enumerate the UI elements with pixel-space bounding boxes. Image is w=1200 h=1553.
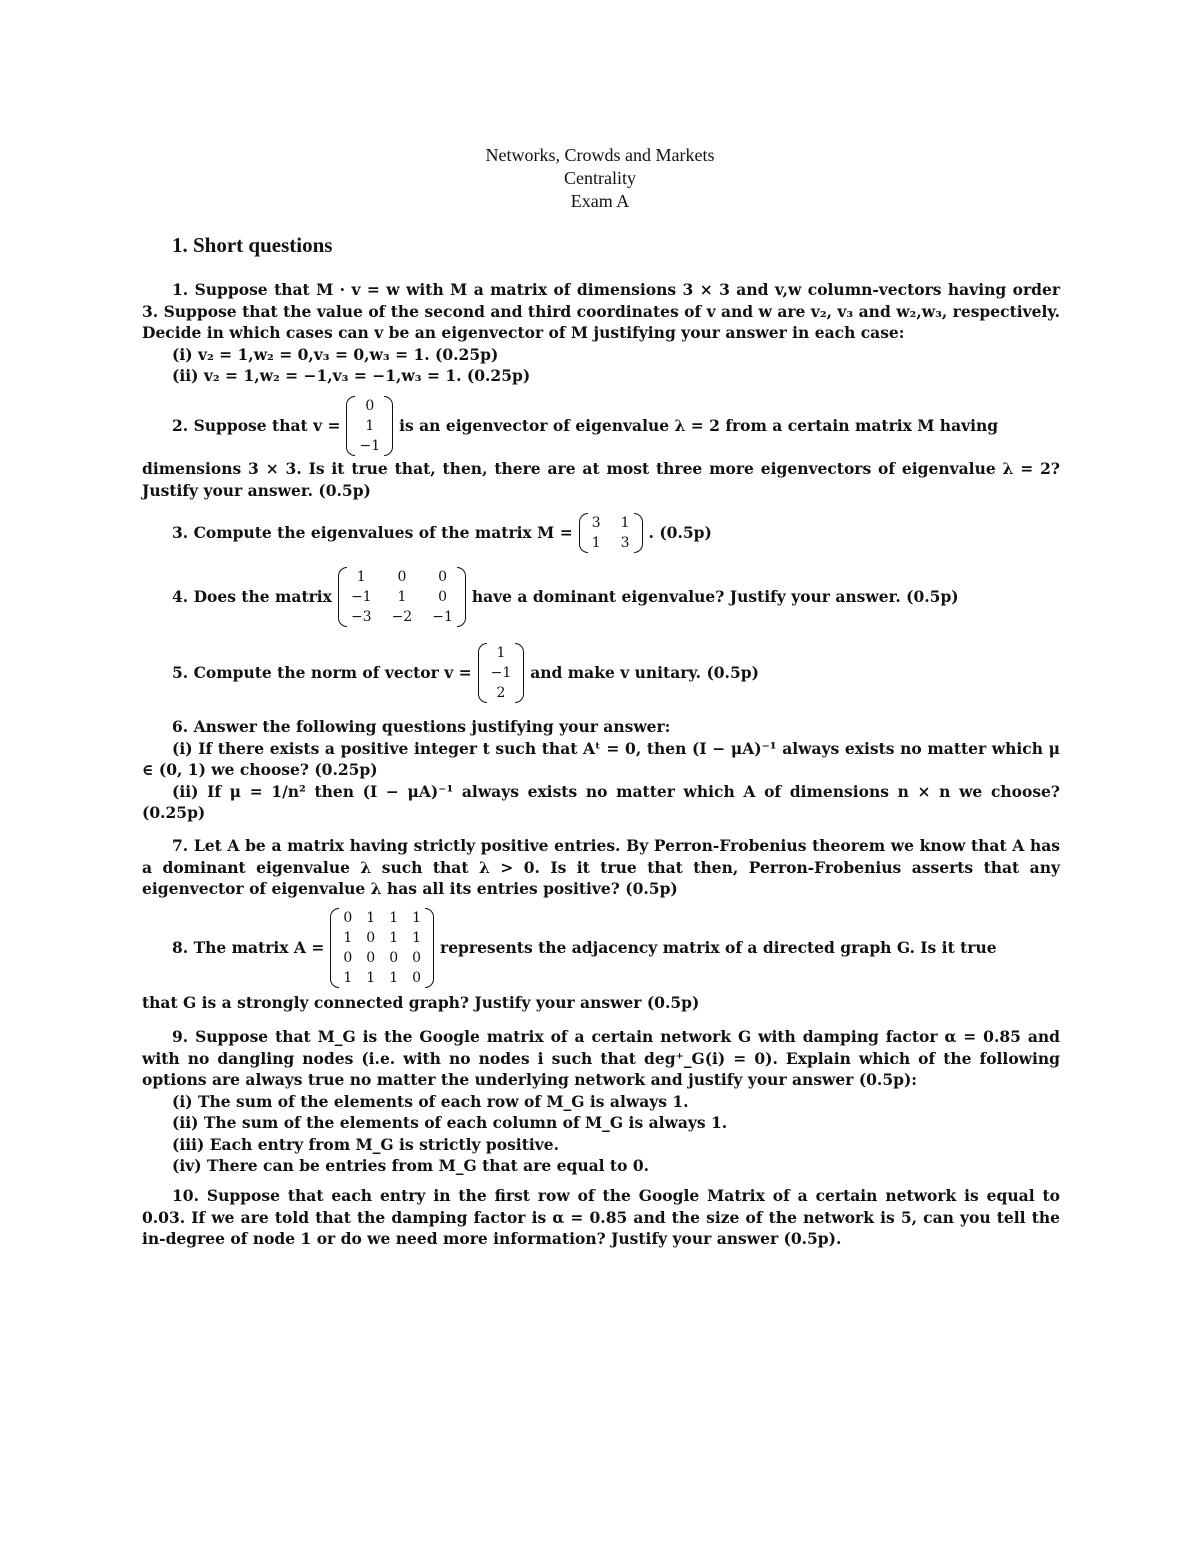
question-6-part-ii: (ii) If μ = 1/n² then (I − μA)⁻¹ always exists no matter which A of dimensions n × n we choose? (0.25p) [142, 781, 1060, 822]
matrix-cell: 0 [412, 950, 422, 966]
matrix-cell: −1 [350, 589, 372, 605]
matrix-cell: 1 [412, 910, 422, 926]
question-4 [142, 567, 1060, 627]
matrix-cell: 1 [356, 569, 366, 585]
question-8-after: represents the adjacency matrix of a directed graph G. Is it true [440, 938, 997, 958]
question-6-part-i: (i) If there exists a positive integer t such that Aᵗ = 0, then (I − μA)⁻¹ always exists no matter which μ ∈ (0, 1) we choose? (0.25p) [142, 738, 1060, 779]
matrix-cell: −1 [490, 665, 512, 681]
matrix-cell: 1 [366, 970, 376, 986]
matrix-cell: 0 [366, 950, 376, 966]
exam-header [0, 144, 1200, 213]
matrix-cell: 1 [397, 589, 407, 605]
question-9-part-iii: (iii) Each entry from M_G is strictly positive. [172, 1134, 560, 1154]
question-8-before: 8. The matrix A = [172, 938, 325, 958]
matrix-cell: 0 [343, 910, 353, 926]
matrix-cell: 1 [343, 930, 353, 946]
question-8-continuation: that G is a strongly connected graph? Justify your answer (0.5p) [142, 993, 700, 1012]
question-2-before: 2. Suppose that v = [172, 416, 341, 436]
vector-v-q2 [346, 396, 393, 456]
vector-v-q5 [478, 643, 525, 703]
matrix-q4 [338, 567, 466, 627]
matrix-m-q3 [579, 513, 643, 553]
question-3 [142, 513, 1060, 553]
matrix-cell: −1 [432, 609, 453, 625]
question-7 [142, 835, 1060, 900]
question-2 [142, 396, 1060, 501]
matrix-cell: 0 [438, 569, 447, 585]
question-1 [142, 279, 1060, 387]
matrix-cell: 1 [591, 535, 601, 551]
question-5 [142, 643, 1060, 703]
question-8 [142, 908, 1060, 1014]
matrix-cell: −3 [350, 609, 372, 625]
matrix-cell: 3 [591, 515, 601, 531]
matrix-cell: 0 [397, 569, 407, 585]
exam-label: Exam A [570, 191, 630, 211]
question-9-part-i: (i) The sum of the elements of each row of M_G is always 1. [172, 1091, 689, 1111]
question-4-before: 4. Does the matrix [172, 587, 332, 607]
matrix-cell: 0 [438, 589, 447, 605]
question-3-before: 3. Compute the eigenvalues of the matrix M = [172, 523, 573, 543]
question-2-line [142, 396, 1060, 456]
matrix-cell: −1 [359, 438, 381, 454]
matrix-cell: 1 [620, 515, 630, 531]
question-10-text: 10. Suppose that each entry in the first row of the Google Matrix of a certain network is equal to 0.03. If we are told that the damping factor is α = 0.85 and the size of the network is 5, can you tell the in-degree of node 1 or do we need more information? Justify your answer (0.5p). [142, 1186, 1060, 1248]
question-3-line [142, 513, 1060, 553]
topic-title: Centrality [564, 168, 636, 188]
matrix-cell: 3 [620, 535, 630, 551]
question-1-part-i: (i) v₂ = 1,w₂ = 0,v₃ = 0,w₃ = 1. (0.25p) [172, 344, 499, 364]
matrix-cell: 1 [389, 930, 399, 946]
question-6-text: 6. Answer the following questions justifying your answer: [172, 717, 671, 736]
question-9 [142, 1026, 1060, 1177]
course-title: Networks, Crowds and Markets [485, 145, 715, 165]
matrix-cell: 1 [412, 930, 422, 946]
question-2-continuation: dimensions 3 × 3. Is it true that, then, there are at most three more eigenvectors of eigenvalue λ = 2? Justify your answer. (0.5p) [142, 459, 1060, 500]
question-9-part-ii: (ii) The sum of the elements of each column of M_G is always 1. [172, 1113, 728, 1132]
matrix-cell: 1 [389, 970, 399, 986]
matrix-cell: 1 [343, 970, 353, 986]
question-1-text: 1. Suppose that M · v = w with M a matrix of dimensions 3 × 3 and v,w column-vectors having order 3. Suppose that the value of the second and third coordinates of v and w are v₂, v₃ and w₂,w₃, respectively. Decide in which cases can v be an eigenvector of M justifying your answer in each case: [142, 280, 1060, 342]
question-6 [142, 716, 1060, 824]
question-5-after: and make v unitary. (0.5p) [530, 663, 759, 683]
matrix-cell: 0 [365, 398, 375, 414]
question-5-before: 5. Compute the norm of vector v = [172, 663, 472, 683]
question-2-after: is an eigenvector of eigenvalue λ = 2 from a certain matrix M having [399, 416, 999, 436]
question-3-after: . (0.5p) [648, 523, 712, 543]
question-9-part-iv: (iv) There can be entries from M_G that are equal to 0. [172, 1156, 649, 1175]
matrix-a-q8 [330, 908, 434, 988]
question-4-after: have a dominant eigenvalue? Justify your answer. (0.5p) [471, 587, 959, 607]
question-10 [142, 1185, 1060, 1250]
matrix-cell: 0 [412, 970, 422, 986]
matrix-cell: 1 [366, 910, 376, 926]
question-5-line [142, 643, 1060, 703]
matrix-cell: 0 [389, 950, 399, 966]
question-9-text: 9. Suppose that M_G is the Google matrix of a certain network G with damping factor α = 0.85 and with no dangling nodes (i.e. with no nodes i such that deg⁺_G(i) = 0). Explain which of the following options are always true no matter the underlying network and justify your answer (0.5p): [142, 1027, 1060, 1089]
question-4-line [142, 567, 1060, 627]
question-7-text: 7. Let A be a matrix having strictly positive entries. By Perron-Frobenius theorem we know that A has a dominant eigenvalue λ such that λ > 0. Is it true that then, Perron-Frobenius asserts that any eigenvector of eigenvalue λ has all its entries positive? (0.5p) [142, 836, 1060, 898]
matrix-cell: −2 [391, 609, 413, 625]
section-title: 1. Short questions [172, 233, 333, 257]
matrix-cell: 2 [496, 685, 506, 701]
matrix-cell: 1 [496, 645, 506, 661]
question-8-line [142, 908, 1060, 988]
matrix-cell: 1 [365, 418, 375, 434]
matrix-cell: 0 [366, 930, 376, 946]
matrix-cell: 0 [343, 950, 353, 966]
matrix-cell: 1 [389, 910, 399, 926]
question-1-part-ii: (ii) v₂ = 1,w₂ = −1,v₃ = −1,w₃ = 1. (0.25p) [172, 366, 531, 385]
